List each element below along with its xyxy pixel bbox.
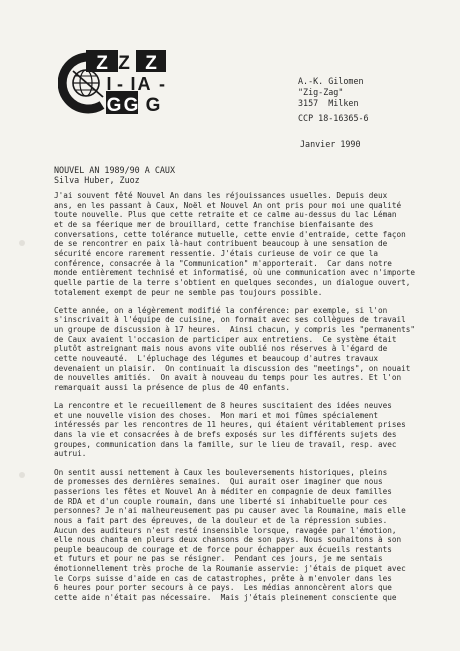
punch-hole	[19, 472, 25, 478]
text-line: et futurs et pour ne pas se résigner. Pendant ces jours, je me sentais	[54, 554, 383, 564]
text-line: cette aide n'était pas nécessaire. Mais j'étais pleinement consciente que	[54, 593, 397, 603]
text-line: groupes, communication dans la famille, sur le lieu de travail, resp. avec	[54, 439, 397, 449]
address-line: 3157 Milken	[298, 97, 359, 108]
text-line: le Corps suisse d'aide en cas de catastrophes, prête à m'envoler dans les	[54, 573, 392, 583]
text-line: de RDA et d'un couple roumain, dans une liberté si inhabituelle pour ces	[54, 496, 388, 506]
text-line: intéressés par les rencontres de 11 heures, qui étaient véritablement prises	[54, 420, 406, 430]
zig-zag-logo	[58, 47, 170, 117]
punch-hole	[19, 240, 25, 246]
article-title: NOUVEL AN 1989/90 A CAUX	[54, 165, 176, 175]
text-line: 6 heures pour porter secours à ce pays. Les médias annoncèrent alors que	[54, 583, 392, 593]
svg-text:G: G	[106, 95, 122, 116]
svg-text:Z: Z	[145, 53, 157, 74]
text-line: Aucun des auditeurs n'est resté insensible lorsque, ravagée par l'émotion,	[54, 525, 397, 535]
text-line: Cette année, on a légèrement modifié la conférence: par exemple, si l'on	[54, 305, 388, 315]
text-line: On sentit aussi nettement à Caux les bouleversements historiques, pleins	[54, 467, 388, 477]
svg-text:-: -	[159, 74, 165, 94]
paragraph	[54, 191, 420, 297]
text-line: personnes? Je n'ai malheureusement pas pu causer avec la Roumaine, mais elle	[54, 506, 406, 516]
text-line: ans, en les passant à Caux, Noël et Nouvel An ont pris pour moi une qualité	[54, 200, 402, 210]
svg-text:-: -	[117, 74, 123, 94]
text-line: cette nouveauté. L'épluchage des légumes et beaucoup d'autres travaux	[54, 354, 378, 363]
postal-account: CCP 18-16365-6	[298, 113, 369, 123]
address-line: A.-K. Gilomen	[298, 76, 364, 86]
sender-address	[298, 76, 364, 108]
text-line: conférence, consacrée à la "Communication" m'apporterait. Car dans notre	[54, 258, 392, 268]
text-line: peuple beaucoup de courage et de force pour échapper aux écueils restants	[54, 544, 392, 554]
article-body	[54, 191, 420, 611]
text-line: toute nouvelle. Plus que cette retraite et ce calme au-dessus du lac Léman	[54, 210, 397, 220]
svg-text:Z: Z	[96, 53, 108, 74]
text-line: et de sa féerique mer de brouillard, cette franchise bienfaisante des	[54, 219, 374, 229]
text-line: autrui.	[54, 449, 87, 459]
zig-zag-logo-icon	[58, 47, 170, 117]
text-line: de Caux avaient l'occasion de participer aux entretiens. Ce système était	[54, 334, 397, 344]
text-line: totalement exempt de peur ne semble pas toujours possible.	[54, 287, 323, 297]
text-line: quelle partie de la terre s'obtient en quelques secondes, un dialogue ouvert,	[54, 277, 411, 287]
svg-text:G: G	[145, 95, 161, 116]
svg-text:Z: Z	[118, 53, 130, 74]
paragraph	[54, 401, 420, 459]
paragraph	[54, 468, 420, 603]
text-line: un groupe de discussion à 17 heures. Ainsi chacun, y compris les "permanents"	[54, 325, 416, 335]
svg-text:I: I	[106, 74, 112, 94]
text-line: sécurité encore rarement ressentie. J'étais curieuse de voir ce que la	[54, 248, 378, 258]
text-line: elle nous chanta en pleurs deux chansons de son pays. Nous souhaitons à son	[54, 535, 402, 545]
text-line: de se rencontrer en paix là-haut contribuent beaucoup à une sensation de	[54, 239, 388, 249]
text-line: La rencontre et le recueillement de 8 heures suscitaient des idées neuves	[54, 401, 392, 411]
text-line: remarquait aussi la présence de plus de 40 enfants.	[54, 382, 291, 392]
text-line: monde entièrement technisé et informatisé, où une communication avec n'importe	[54, 268, 416, 278]
text-line: s'inscrivait à l'équipe de cuisine, on formait avec ses collègues de travail	[54, 315, 406, 325]
text-line: passerions les fêtes et Nouvel An à méditer en compagnie de deux familles	[54, 486, 392, 496]
text-line: plutôt astreignant mais nous avons vite oublié nos réserves à l'égard de	[54, 344, 388, 354]
article-heading	[54, 165, 175, 186]
paragraph	[54, 306, 420, 393]
svg-text:G: G	[123, 95, 139, 116]
text-line: J'ai souvent fêté Nouvel An dans les réjouissances usuelles. Depuis deux	[54, 191, 388, 200]
article-author: Silva Huber, Zuoz	[54, 175, 140, 186]
text-line: devenaient un plaisir. On continuait la discussion des "meetings", on nouait	[54, 363, 411, 373]
text-line: de nouvelles amitiés. On avait à nouveau du temps pour les autres. Et l'on	[54, 373, 402, 383]
text-line: conversations, cette tolérance mutuelle, cette envie d'entraide, cette façon	[54, 229, 406, 239]
text-line: nous a fait part des épreuves, de la douleur et de la répression subies.	[54, 515, 388, 525]
text-line: dans la vie et consacrées à de brefs exposés sur les différents sujets des	[54, 430, 397, 440]
text-line: de promesses des dernières semaines. Qui aurait oser imaginer que nous	[54, 477, 383, 487]
svg-text:A: A	[137, 74, 151, 94]
svg-text:I: I	[130, 74, 136, 94]
text-line: émotionnellement très proche de la Roumanie asservie: j'étais de piquet avec	[54, 564, 406, 574]
text-line: et une nouvelle vision des choses. Mon mari et moi fûmes spécialement	[54, 410, 378, 420]
letter-date: Janvier 1990	[300, 139, 361, 149]
address-line: "Zig-Zag"	[298, 86, 344, 97]
